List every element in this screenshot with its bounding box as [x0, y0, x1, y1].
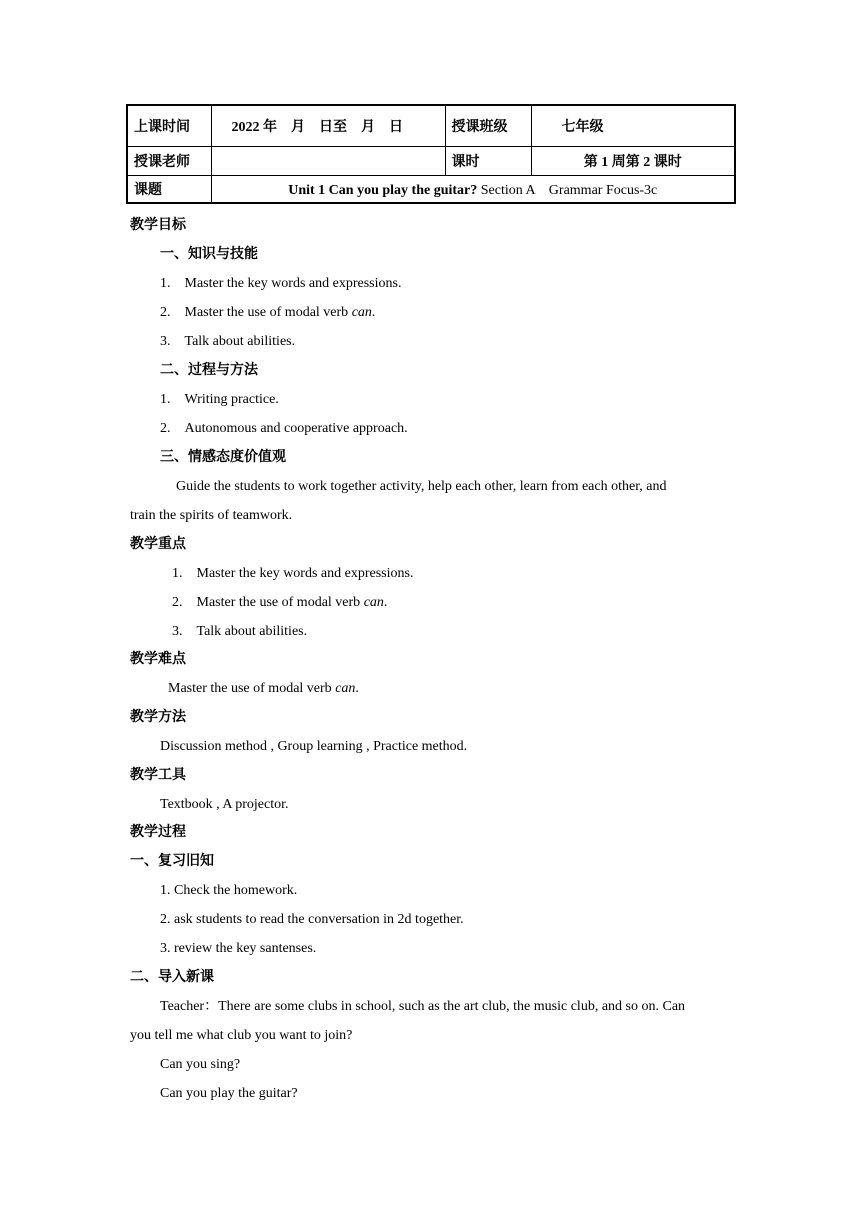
key-point-2-text: 2. Master the use of modal verb — [172, 595, 364, 610]
process-heading: 教学过程 — [130, 825, 186, 840]
goals-sub2: 二、过程与方法 — [160, 363, 258, 378]
period-label: 课时 — [445, 147, 531, 176]
teacher-value — [211, 147, 445, 176]
class-time-label: 上课时间 — [127, 105, 211, 147]
period-mark: . — [355, 681, 359, 696]
modal-can: can — [363, 595, 384, 610]
difficulties-heading: 教学难点 — [130, 652, 186, 667]
period-mark: . — [371, 305, 376, 320]
goals-heading: 教学目标 — [130, 218, 186, 233]
goal3-line2: train the spirits of teamwork. — [130, 508, 293, 523]
topic-label: 课题 — [127, 176, 211, 204]
methods-text: Discussion method , Group learning , Practice method. — [160, 739, 468, 754]
class-label: 授课班级 — [445, 105, 531, 147]
class-time-value: 2022 年 月 日至 月 日 — [211, 105, 445, 147]
key-point-1: 1. Master the key words and expressions. — [172, 566, 414, 581]
goal2-item-2: 2. Autonomous and cooperative approach. — [160, 421, 408, 436]
difficulties-text-body: Master the use of modal verb — [168, 681, 336, 696]
tools-heading: 教学工具 — [130, 768, 186, 783]
difficulties-text — [168, 680, 359, 698]
modal-can: can — [351, 305, 372, 320]
topic-value — [211, 176, 735, 204]
topic-title: Unit 1 Can you play the guitar? — [288, 183, 478, 198]
review-item-1: 1. Check the homework. — [160, 883, 298, 898]
goal-item-3: 3. Talk about abilities. — [160, 334, 296, 349]
teacher-label: 授课老师 — [127, 147, 211, 176]
lesson-info-table — [126, 104, 736, 204]
tools-text: Textbook , A projector. — [160, 797, 289, 812]
intro-heading: 二、导入新课 — [130, 970, 214, 985]
goals-sub3: 三、情感态度价值观 — [160, 450, 286, 465]
methods-heading: 教学方法 — [130, 710, 186, 725]
goal-item-2-text: 2. Master the use of modal verb — [160, 305, 352, 320]
review-item-3: 3. review the key santenses. — [160, 941, 317, 956]
modal-can: can — [335, 681, 356, 696]
topic-section: Section A Grammar Focus-3c — [477, 183, 658, 198]
goal-item-1: 1. Master the key words and expressions. — [160, 276, 402, 291]
key-points-heading: 教学重点 — [130, 537, 186, 552]
key-point-2 — [172, 594, 387, 612]
intro-line-2: you tell me what club you want to join? — [130, 1028, 353, 1043]
intro-question-2: Can you play the guitar? — [160, 1086, 298, 1101]
intro-question-1: Can you sing? — [160, 1057, 241, 1072]
goal-item-2 — [160, 304, 375, 322]
review-heading: 一、复习旧知 — [130, 854, 214, 869]
goals-sub1: 一、知识与技能 — [160, 247, 258, 262]
class-value: 七年级 — [531, 105, 735, 147]
period-mark: . — [383, 595, 388, 610]
key-point-3: 3. Talk about abilities. — [172, 624, 308, 639]
goal3-line1: Guide the students to work together activity, help each other, learn from each other, and — [176, 479, 667, 494]
period-value: 第 1 周第 2 课时 — [531, 147, 735, 176]
goal2-item-1: 1. Writing practice. — [160, 392, 279, 407]
intro-line-1: Teacher：There are some clubs in school, such as the art club, the music club, and so on. Can — [160, 999, 686, 1014]
review-item-2: 2. ask students to read the conversation in 2d together. — [160, 912, 464, 927]
